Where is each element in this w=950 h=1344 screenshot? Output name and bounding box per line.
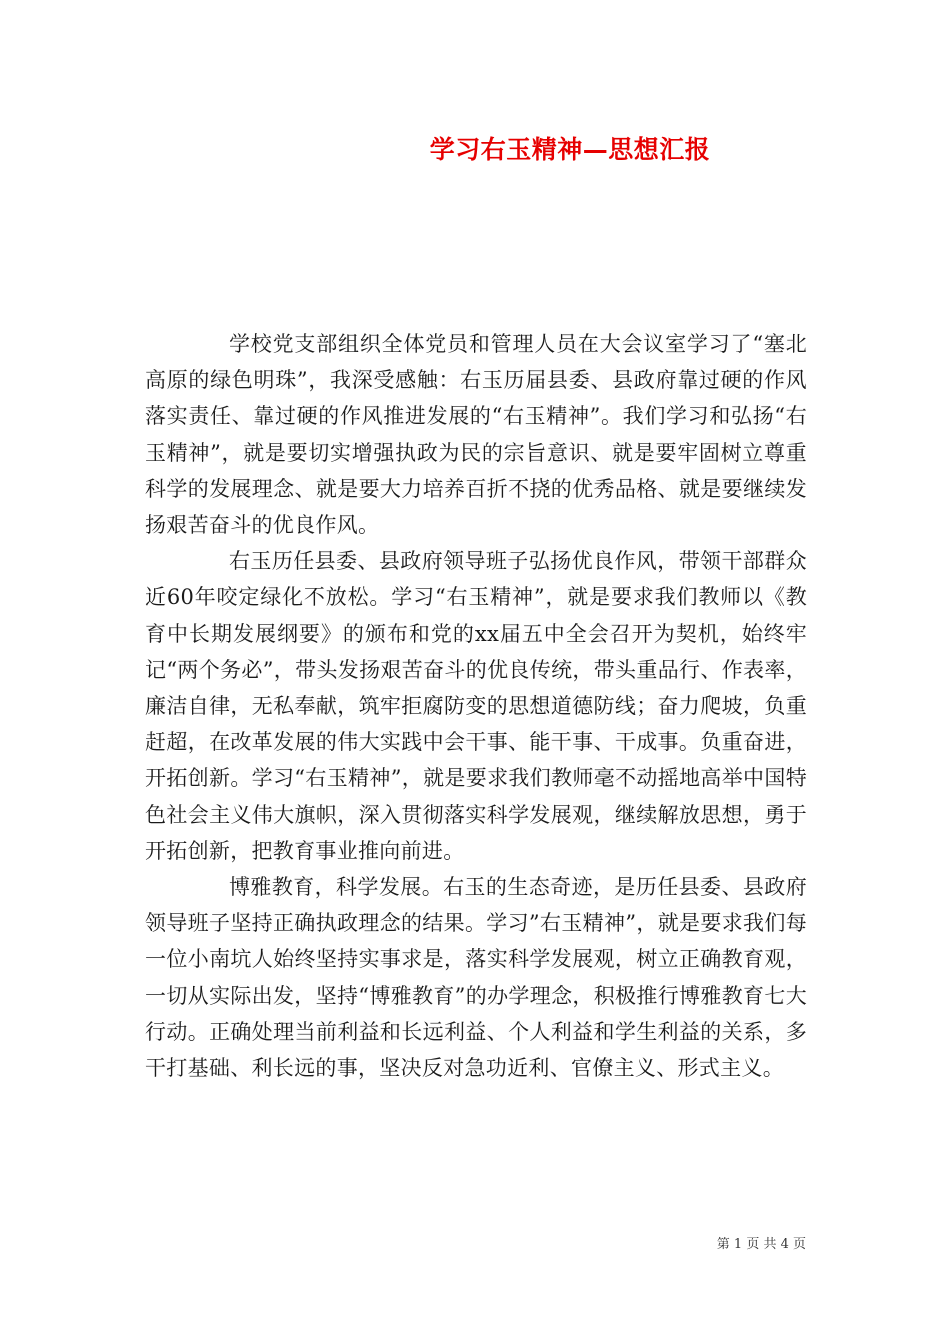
paragraph-1: 学校党支部组织全体党员和管理人员在大会议室学习了“塞北高原的绿色明珠”，我深受感触：右玉历届县委、县政府靠过硬的作风落实责任、靠过硬的作风推进发展的“右玉精神”。我们学习和弘扬“右玉精神”，就是要切实增强执政为民的宗旨意识、就是要牢固树立尊重科学的发展理念、就是要大力培养百折不挠的优秀品格、就是要继续发扬艰苦奋斗的优良作风。 <box>145 332 807 538</box>
document-title: 学习右玉精神—思想汇报 <box>429 135 711 164</box>
document-body <box>145 326 807 1086</box>
paragraph-2: 右玉历任县委、县政府领导班子弘扬优良作风，带领干部群众近60年咬定绿化不放松。学习“右玉精神”，就是要求我们教师以《教育中长期发展纲要》的颁布和党的xx届五中全会召开为契机，始终牢记“两个务必”，带头发扬艰苦奋斗的优良传统，带头重品行、作表率，廉洁自律，无私奉献，筑牢拒腐防变的思想道德防线；奋力爬坡，负重赶超，在改革发展的伟大实践中会干事、能干事、干成事。负重奋进，开拓创新。学习“右玉精神”，就是要求我们教师毫不动摇地高举中国特色社会主义伟大旗帜，深入贯彻落实科学发展观，继续解放思想，勇于开拓创新，把教育事业推向前进。 <box>145 549 807 863</box>
paragraph-3: 博雅教育，科学发展。右玉的生态奇迹，是历任县委、县政府领导班子坚持正确执政理念的结果。学习”右玉精神”，就是要求我们每一位小南坑人始终坚持实事求是，落实科学发展观，树立正确教育观，一切从实际出发，坚持“博雅教育”的办学理念，积极推行博雅教育七大行动。正确处理当前利益和长远利益、个人利益和学生利益的关系，多干打基础、利长远的事，坚决反对急功近利、官僚主义、形式主义。 <box>145 875 807 1081</box>
page-footer: 第 1 页 共 4 页 <box>716 1237 806 1252</box>
